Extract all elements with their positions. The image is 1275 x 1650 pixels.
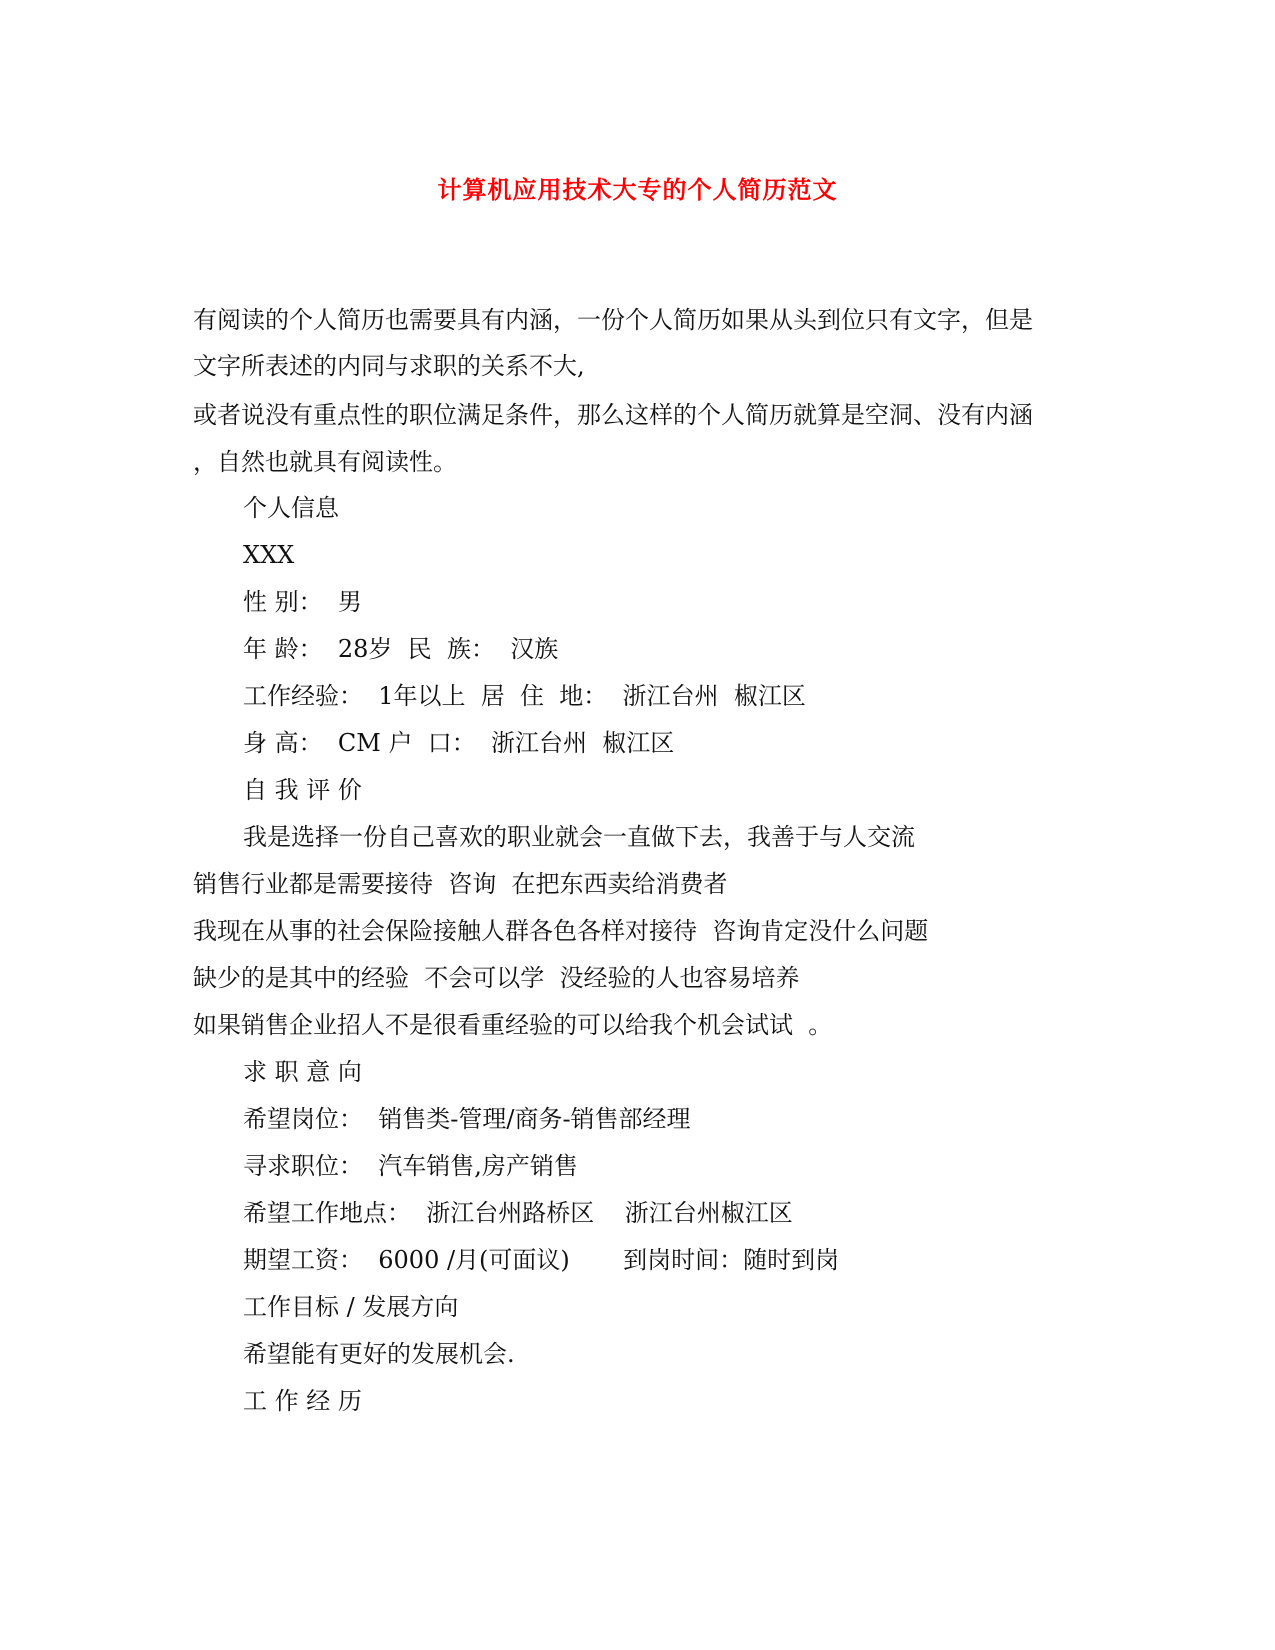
job-intention-heading: 求 职 意 向 [243, 1058, 362, 1086]
intro-line-4: ，自然也就具有阅读性。 [193, 448, 457, 476]
intro-line-1: 有阅读的个人简历也需要具有内涵，一份个人简历如果从头到位只有文字，但是 [193, 306, 1033, 334]
seeking-position: 寻求职位： 汽车销售,房产销售 [243, 1152, 578, 1180]
work-history-heading: 工 作 经 历 [243, 1387, 362, 1415]
desired-location: 希望工作地点： 浙江台州路桥区 浙江台州椒江区 [243, 1199, 793, 1227]
intro-line-3: 或者说没有重点性的职位满足条件，那么这样的个人简历就算是空洞、没有内涵 [193, 401, 1033, 429]
personal-info-heading: 个人信息 [243, 494, 339, 522]
salary-availability: 期望工资： 6000 /月(可面议) 到岗时间：随时到岗 [243, 1246, 840, 1274]
intro-line-2: 文字所表述的内同与求职的关系不大, [193, 352, 585, 380]
personal-height-hukou: 身 高： CM 户 口： 浙江台州 椒江区 [243, 729, 675, 757]
self-evaluation-line-1: 我是选择一份自己喜欢的职业就会一直做下去，我善于与人交流 [243, 823, 915, 851]
personal-age-ethnicity: 年 龄： 28岁 民 族： 汉族 [243, 635, 559, 663]
work-goal-heading: 工作目标 / 发展方向 [243, 1293, 459, 1321]
work-goal-text: 希望能有更好的发展机会. [243, 1340, 515, 1368]
document-title: 计算机应用技术大专的个人简历范文 [437, 175, 838, 204]
self-evaluation-heading: 自 我 评 价 [243, 776, 362, 804]
self-evaluation-line-5: 如果销售企业招人不是很看重经验的可以给我个机会试试 。 [193, 1011, 833, 1039]
desired-position: 希望岗位： 销售类-管理/商务-销售部经理 [243, 1105, 691, 1133]
personal-experience-residence: 工作经验： 1年以上 居 住 地： 浙江台州 椒江区 [243, 682, 806, 710]
self-evaluation-line-3: 我现在从事的社会保险接触人群各色各样对接待 咨询肯定没什么问题 [193, 917, 929, 945]
personal-gender: 性 别： 男 [243, 588, 362, 616]
personal-name: XXX [243, 541, 295, 569]
self-evaluation-line-4: 缺少的是其中的经验 不会可以学 没经验的人也容易培养 [193, 964, 800, 992]
self-evaluation-line-2: 销售行业都是需要接待 咨询 在把东西卖给消费者 [193, 870, 728, 898]
